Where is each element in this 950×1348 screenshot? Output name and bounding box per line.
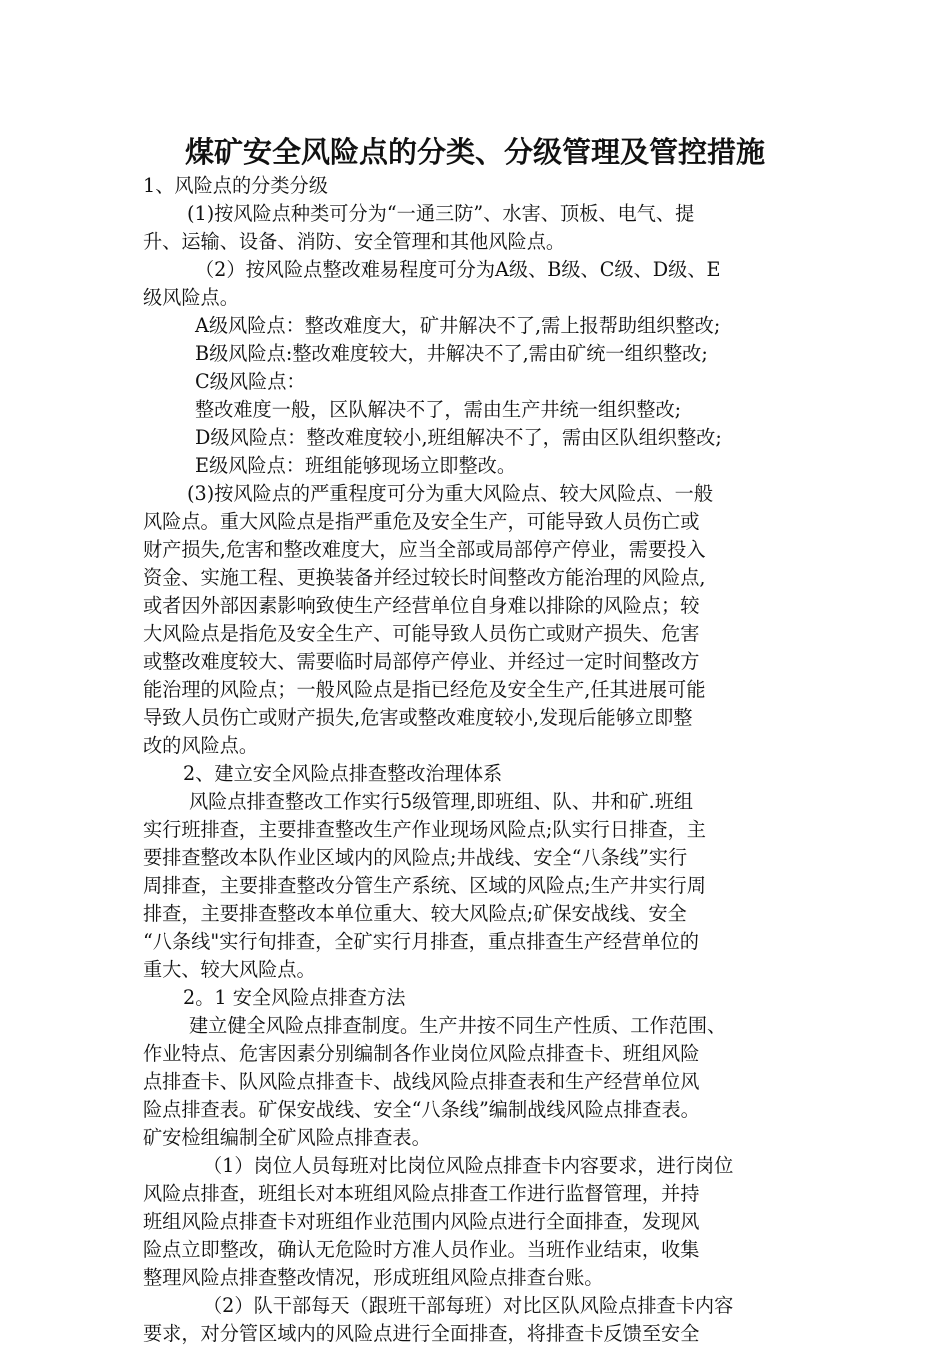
paragraph-line: （1）岗位人员每班对比岗位风险点排查卡内容要求，进行岗位: [203, 1154, 734, 1177]
paragraph-line: 升、运输、设备、消防、安全管理和其他风险点。: [143, 230, 566, 253]
paragraph-line: 要求，对分管区域内的风险点进行全面排查，将排查卡反馈至安全: [143, 1322, 700, 1345]
grade-item: 整改难度一般，区队解决不了，需由生产井统一组织整改;: [195, 398, 682, 421]
paragraph-line: 险点立即整改，确认无危险时方准人员作业。当班作业结束，收集: [143, 1238, 700, 1261]
section-heading: 1、风险点的分类分级: [143, 174, 328, 197]
document-body: [143, 172, 813, 1348]
paragraph-line: 矿安检组编制全矿风险点排查表。: [143, 1126, 431, 1149]
paragraph-line: 周排查，主要排查整改分管生产系统、区域的风险点;生产井实行周: [143, 874, 706, 897]
paragraph-line: 险点排查表。矿保安战线、安全“八条线”编制战线风险点排查表。: [143, 1098, 700, 1121]
paragraph-line: 财产损失,危害和整改难度大，应当全部或局部停产停业，需要投入: [143, 538, 706, 561]
paragraph-line: 风险点排查整改工作实行5级管理,即班组、队、井和矿.班组: [189, 790, 694, 813]
grade-item: A级风险点：整改难度大，矿井解决不了,需上报帮助组织整改;: [195, 314, 721, 337]
paragraph-line: 整理风险点排查整改情况，形成班组风险点排查台账。: [143, 1266, 604, 1289]
paragraph-line: 风险点。重大风险点是指严重危及安全生产，可能导致人员伤亡或: [143, 510, 700, 533]
grade-item: C级风险点：: [195, 370, 306, 393]
paragraph-line: 能治理的风险点；一般风险点是指已经危及安全生产,任其进展可能: [143, 678, 706, 701]
paragraph-line: (1)按风险点种类可分为“一通三防”、水害、顶板、电气、提: [187, 202, 695, 225]
paragraph-line: 班组风险点排查卡对班组作业范围内风险点进行全面排查，发现风: [143, 1210, 700, 1233]
paragraph-line: （2）按风险点整改难易程度可分为A级、B级、C级、D级、E: [195, 258, 721, 281]
section-heading: 2、建立安全风险点排查整改治理体系: [183, 762, 503, 785]
paragraph-line: 点排查卡、队风险点排查卡、战线风险点排查表和生产经营单位风: [143, 1070, 700, 1093]
grade-item: B级风险点:整改难度较大，井解决不了,需由矿统一组织整改;: [195, 342, 708, 365]
paragraph-line: 或者因外部因素影响致使生产经营单位自身难以排除的风险点；较: [143, 594, 700, 617]
grade-item: D级风险点：整改难度较小,班组解决不了，需由区队组织整改;: [195, 426, 722, 449]
paragraph-line: 排查，主要排查整改本单位重大、较大风险点;矿保安战线、安全: [143, 902, 687, 925]
paragraph-line: （2）队干部每天（跟班干部每班）对比区队风险点排查卡内容: [203, 1294, 734, 1317]
paragraph-line: 级风险点。: [143, 286, 239, 309]
paragraph-line: (3)按风险点的严重程度可分为重大风险点、较大风险点、一般: [187, 482, 714, 505]
paragraph-line: 或整改难度较大、需要临时局部停产停业、并经过一定时间整改方: [143, 650, 700, 673]
paragraph-line: 作业特点、危害因素分别编制各作业岗位风险点排查卡、班组风险: [143, 1042, 700, 1065]
paragraph-line: 资金、实施工程、更换装备并经过较长时间整改方能治理的风险点,: [143, 566, 706, 589]
document-title: 煤矿安全风险点的分类、分级管理及管控措施: [184, 135, 765, 169]
paragraph-line: 实行班排查，主要排查整改生产作业现场风险点;队实行日排查，主: [143, 818, 706, 841]
paragraph-line: 改的风险点。: [143, 734, 259, 757]
paragraph-line: 重大、较大风险点。: [143, 958, 316, 981]
paragraph-line: 风险点排查，班组长对本班组风险点排查工作进行监督管理，并持: [143, 1182, 700, 1205]
paragraph-line: 建立健全风险点排查制度。生产井按不同生产性质、工作范围、: [189, 1014, 727, 1037]
paragraph-line: 要排查整改本队作业区域内的风险点;井战线、安全“八条线”实行: [143, 846, 688, 869]
paragraph-line: 大风险点是指危及安全生产、可能导致人员伤亡或财产损失、危害: [143, 622, 700, 645]
grade-item: E级风险点：班组能够现场立即整改。: [195, 454, 517, 477]
paragraph-line: 导致人员伤亡或财产损失,危害或整改难度较小,发现后能够立即整: [143, 706, 693, 729]
subsection-heading: 2。1 安全风险点排查方法: [183, 986, 406, 1009]
paragraph-line: “八条线"实行旬排查，全矿实行月排查，重点排查生产经营单位的: [143, 930, 699, 953]
